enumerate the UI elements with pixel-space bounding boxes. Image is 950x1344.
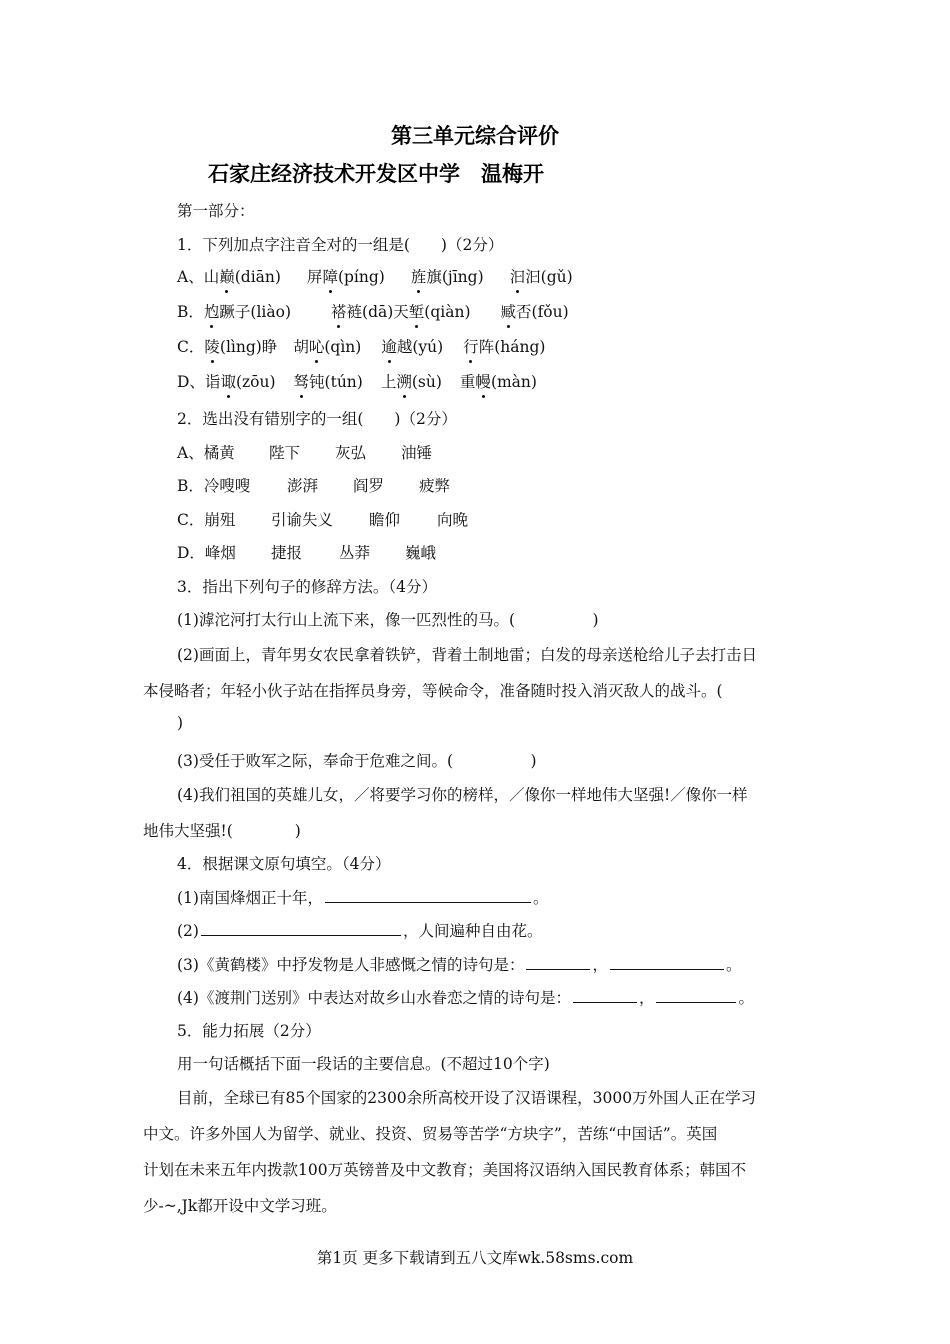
- dotted-char: 巅: [219, 268, 235, 286]
- q4-item-2: (2) ，人间遍种自由花。: [177, 919, 542, 941]
- q3-sentence-1: (1)滹沱河打太行山上流下来，像一匹烈性的马。( ): [177, 611, 599, 629]
- page-footer: 第1页 更多下载请到五八文库wk.58sms.com: [316, 1249, 634, 1267]
- dotted-char: 褡: [331, 303, 347, 321]
- q3-sentence-4-cont: 地伟大坚强!( ): [143, 822, 301, 840]
- answer-blank[interactable]: [573, 986, 637, 1003]
- q5-stem: 5．能力拓展（2分）: [177, 1022, 321, 1040]
- q2-option-a: A、橘黄 陛下 灰弘 油锤: [177, 444, 433, 462]
- q1-stem: 1．下列加点字注音全对的一组是( )（2分）: [177, 236, 504, 254]
- q5-passage-line-3: 计划在未来五年内拨款100万英镑普及中文教育；美国将汉语纳入国民教育体系；韩国不: [143, 1161, 747, 1179]
- q1-option-c: C．陵(lìng)睁 胡吣(qìn) 逾越(yú) 行阵(háng): [177, 338, 546, 356]
- q1-option-a: A、山巅(diān) 屏障(píng) 旌旗(jīng) 汩汩(gǔ): [177, 268, 573, 286]
- q3-sentence-2-cont: 本侵略者；年轻小伙子站在指挥员身旁，等候命令，准备随时投入消灭敌人的战斗。(: [143, 682, 723, 700]
- q4-stem: 4．根据课文原句填空。（4分）: [177, 855, 391, 873]
- dotted-char: 旌: [410, 268, 427, 286]
- q2-option-d: D．峰烟 捷报 丛莽 巍峨: [177, 544, 437, 562]
- q2-option-c: C．崩殂 引谕失义 瞻仰 向晚: [177, 511, 469, 529]
- q5-passage-line-4: 少-~,Jk都开设中文学习班。: [143, 1197, 337, 1215]
- q4-item-4: (4)《渡荆门送别》中表达对故乡山水眷恋之情的诗句是： ， 。: [177, 986, 754, 1008]
- q3-stem: 3．指出下列句子的修辞方法。（4分）: [177, 578, 437, 596]
- dotted-char: 障: [322, 268, 338, 286]
- dotted-char: 诹: [220, 373, 236, 391]
- dotted-char: 溯: [396, 373, 412, 391]
- q5-passage-line-2: 中文。许多外国人为留学、就业、投资、贸易等苦学“方块字”，苦练“中国话”。英国: [143, 1125, 718, 1143]
- q2-option-b: B．冷嗖嗖 澎湃 阎罗 疲弊: [177, 477, 451, 495]
- answer-blank[interactable]: [526, 953, 590, 970]
- dotted-char: 臧: [500, 303, 517, 321]
- q2-stem: 2．选出没有错别字的一组( )（2分）: [177, 410, 457, 428]
- answer-blank[interactable]: [656, 986, 736, 1003]
- q3-sentence-3: (3)受任于败军之际，奉命于危难之间。( ): [177, 752, 537, 770]
- answer-blank[interactable]: [610, 953, 724, 970]
- dotted-char: 驽: [293, 373, 310, 391]
- answer-blank[interactable]: [325, 886, 531, 903]
- dotted-char: 逾: [381, 338, 397, 356]
- dotted-char: 尥: [203, 303, 220, 321]
- doc-title: 第三单元综合评价: [391, 124, 559, 148]
- doc-subtitle: 石家庄经济技术开发区中学 温梅开: [208, 162, 544, 186]
- q3-sentence-4: (4)我们祖国的英雄儿女，／将要学习你的榜样，／像你一样地伟大坚强!／像你一样: [177, 786, 748, 804]
- dotted-char: 吣: [308, 338, 325, 356]
- q5-passage-line-1: 目前，全球已有85个国家的2300余所高校开设了汉语课程，3000万外国人正在学习: [177, 1089, 757, 1107]
- answer-blank[interactable]: [201, 919, 401, 936]
- q4-item-3: (3)《黄鹤楼》中抒发物是人非感慨之情的诗句是： ， 。: [177, 953, 742, 975]
- dotted-char: 行: [463, 338, 479, 356]
- q3-sentence-2-end: ): [177, 714, 184, 732]
- q4-item-1: (1)南国烽烟正十年， 。: [177, 886, 548, 908]
- dotted-char: 幔: [475, 373, 491, 391]
- dotted-char: 汩: [509, 268, 526, 286]
- q1-option-d: D、诣诹(zōu) 驽钝(tún) 上溯(sù) 重幔(màn): [177, 373, 537, 391]
- part-heading: 第一部分：: [177, 202, 255, 220]
- q1-option-b: B．尥蹶子(liào) 褡裢(dā)天堑(qiàn) 臧否(fǒu): [177, 303, 569, 321]
- dotted-char: 陵: [204, 338, 220, 356]
- dotted-char: 堑: [408, 303, 425, 321]
- q3-sentence-2: (2)画面上，青年男女农民拿着铁铲，背着土制地雷；白发的母亲送枪给儿子去打击日: [177, 646, 757, 664]
- q5-instruction: 用一句话概括下面一段话的主要信息。(不超过10个字): [177, 1055, 550, 1073]
